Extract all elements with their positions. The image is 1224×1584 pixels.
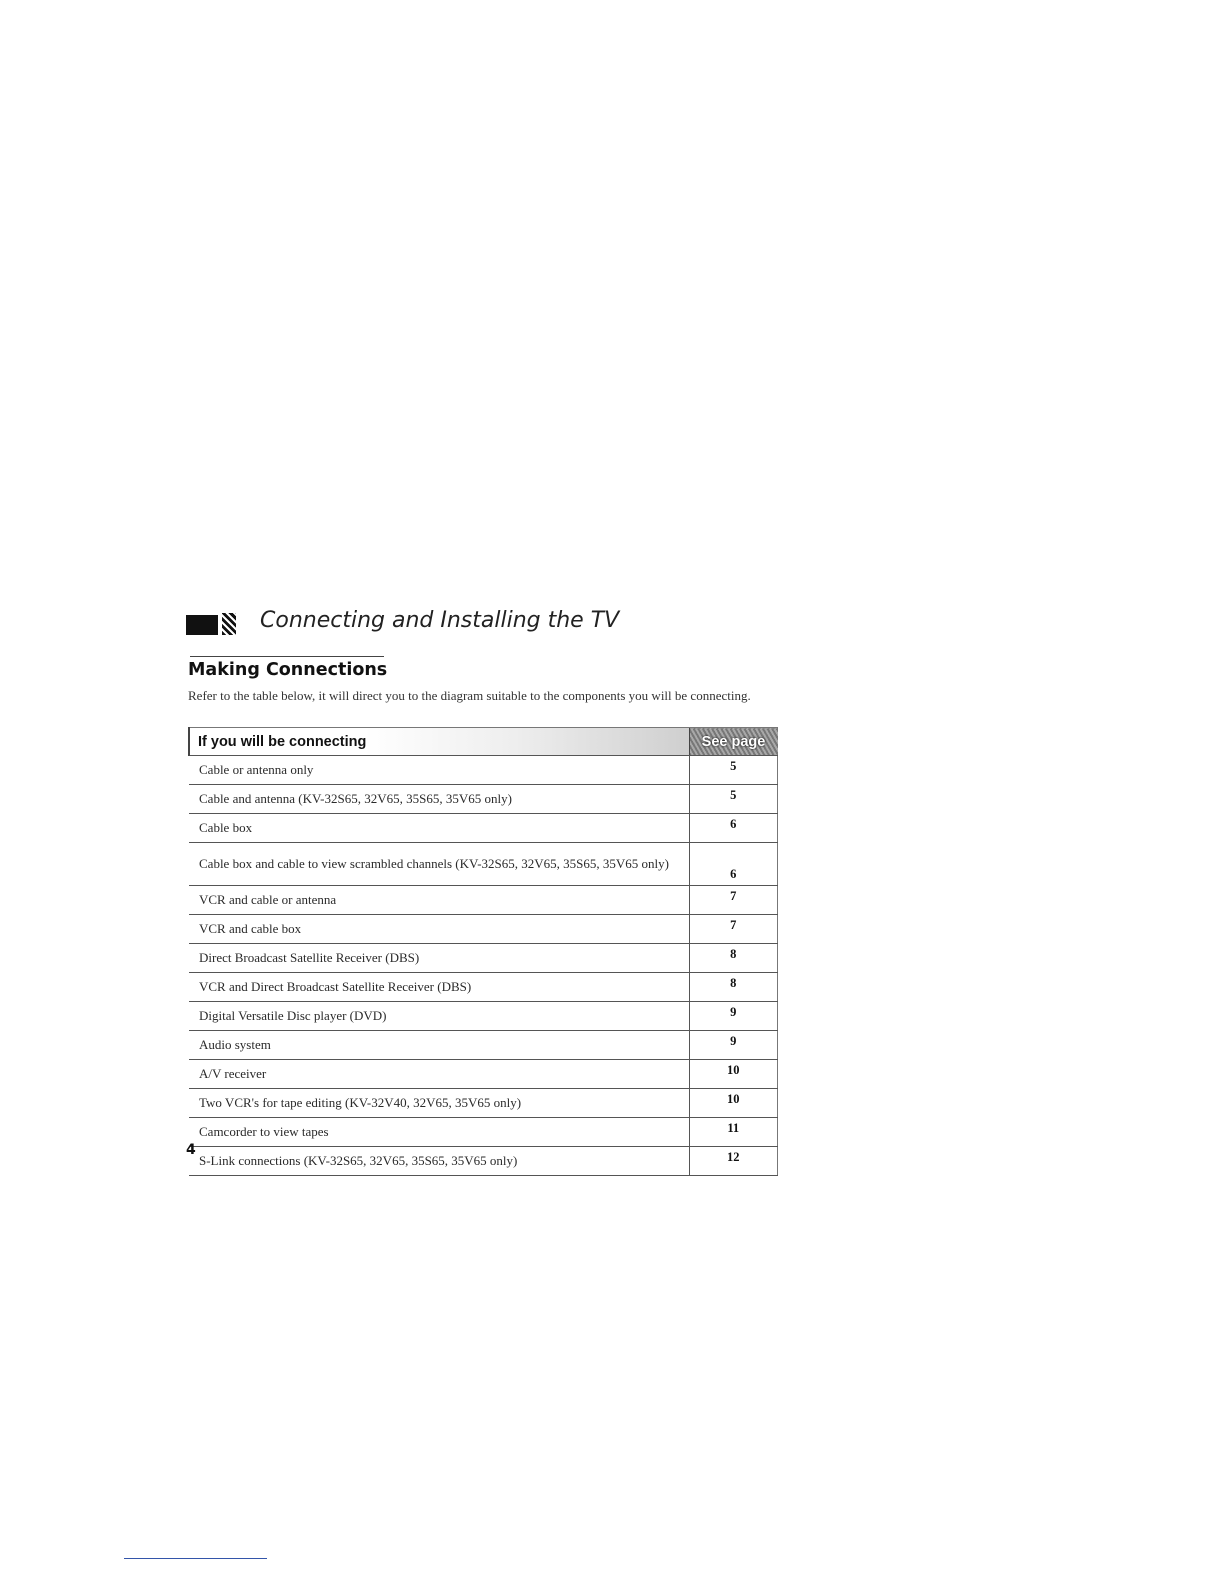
row-page-number: 5: [689, 785, 778, 814]
row-description: VCR and cable box: [189, 915, 689, 944]
table-row: [189, 1002, 778, 1031]
title-divider: [190, 656, 384, 657]
page-heading: Making Connections: [188, 660, 388, 680]
row-page-number: 5: [689, 756, 778, 785]
row-description: Two VCR's for tape editing (KV-32V40, 32V65, 35V65 only): [189, 1089, 689, 1118]
row-description: Camcorder to view tapes: [189, 1118, 689, 1147]
row-description: Digital Versatile Disc player (DVD): [189, 1002, 689, 1031]
row-page-number: 10: [689, 1060, 778, 1089]
row-page-number: 12: [689, 1147, 778, 1176]
footer-divider: [124, 1558, 267, 1559]
section-title: Connecting and Installing the TV: [260, 608, 620, 633]
row-page-number: 10: [689, 1089, 778, 1118]
row-page-number: 11: [689, 1118, 778, 1147]
table-row: [189, 886, 778, 915]
row-description: Cable or antenna only: [189, 756, 689, 785]
row-page-number: 7: [689, 915, 778, 944]
row-description: Audio system: [189, 1031, 689, 1060]
table-row: [189, 843, 778, 886]
row-page-number: 9: [689, 1002, 778, 1031]
table-row: [189, 915, 778, 944]
column-header-see-page: See page: [689, 728, 778, 756]
page-number: 4: [186, 1142, 196, 1158]
row-description: Direct Broadcast Satellite Receiver (DBS): [189, 944, 689, 973]
table-row: [189, 1089, 778, 1118]
section-marker-block: [186, 615, 218, 635]
row-page-number: 8: [689, 973, 778, 1002]
row-description: VCR and cable or antenna: [189, 886, 689, 915]
row-description: A/V receiver: [189, 1060, 689, 1089]
row-description: S-Link connections (KV-32S65, 32V65, 35S65, 35V65 only): [189, 1147, 689, 1176]
row-description: Cable and antenna (KV-32S65, 32V65, 35S65, 35V65 only): [189, 785, 689, 814]
row-description: Cable box: [189, 814, 689, 843]
row-page-number: 9: [689, 1031, 778, 1060]
table-row: [189, 814, 778, 843]
row-description: VCR and Direct Broadcast Satellite Receiver (DBS): [189, 973, 689, 1002]
column-header-connecting: If you will be connecting: [189, 728, 689, 756]
table-header-row: [189, 728, 778, 756]
row-description: Cable box and cable to view scrambled channels (KV-32S65, 32V65, 35S65, 35V65 only): [189, 843, 689, 886]
row-page-number: 6: [689, 843, 778, 886]
table-row: [189, 1118, 778, 1147]
intro-paragraph: Refer to the table below, it will direct you to the diagram suitable to the components you will be connecting.: [188, 688, 751, 703]
table-row: [189, 1060, 778, 1089]
row-page-number: 6: [689, 814, 778, 843]
table-row: [189, 973, 778, 1002]
table-row: [189, 1031, 778, 1060]
table-row: [189, 944, 778, 973]
row-page-number: 7: [689, 886, 778, 915]
table-row: [189, 785, 778, 814]
row-page-number: 8: [689, 944, 778, 973]
table-row: [189, 756, 778, 785]
section-marker-pattern: [222, 613, 236, 635]
table-row: [189, 1147, 778, 1176]
connections-table: [188, 727, 778, 1176]
section-marker-icon: [186, 613, 238, 637]
